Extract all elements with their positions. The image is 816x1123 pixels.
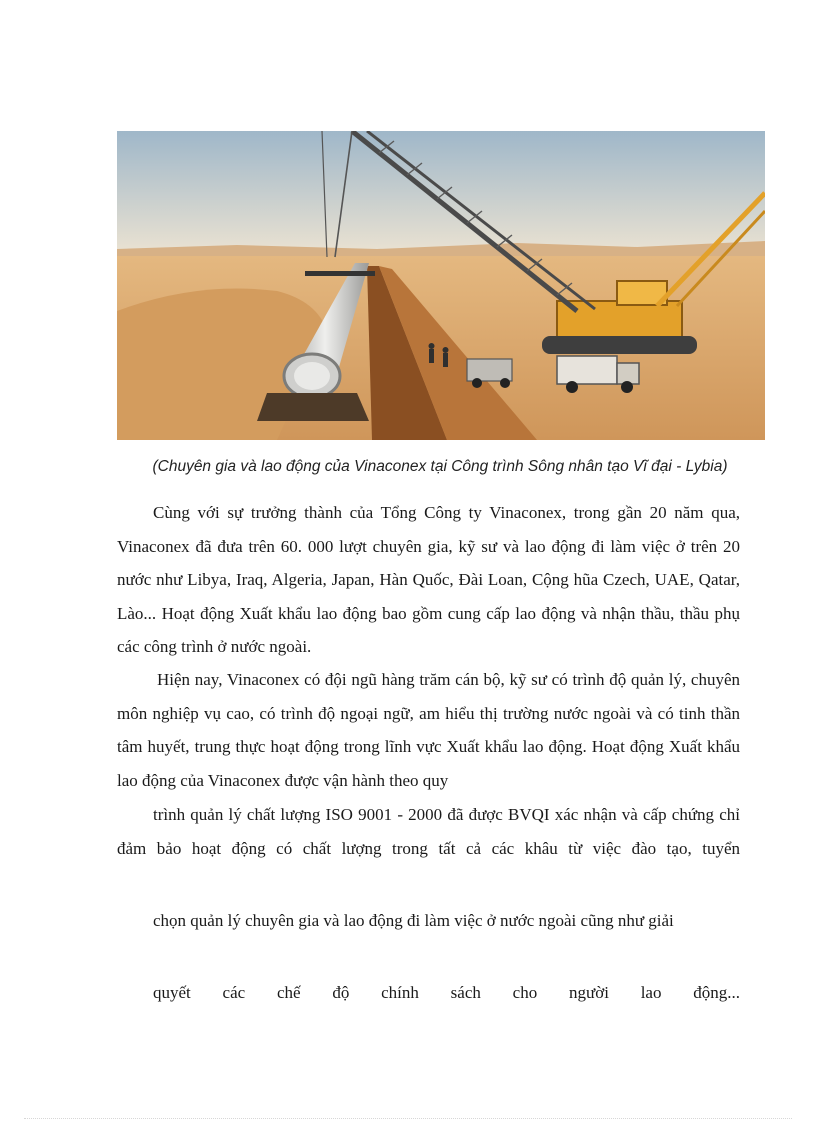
- crane-tracks: [542, 336, 697, 354]
- paragraph-1: Cùng với sự trưởng thành của Tổng Công ty Vinaconex, trong gần 20 năm qua, Vinaconex đã đưa trên 60. 000 lượt chuyên gia, kỹ sư và lao động đi làm việc ở trên 20 nước như Libya, Iraq, Algeria, Japan, Hàn Quốc, Đài Loan, Cộng hũa Czech, UAE, Qatar, Lào... Hoạt động Xuất khẩu lao động bao gồm cung cấp lao động và nhận thầu, thầu phụ các công trình ở nước ngoài.: [117, 503, 740, 656]
- paragraph-5: quyết các chế độ chính sách cho người lao động...: [153, 983, 740, 1002]
- pipe-opening: [294, 362, 330, 390]
- loader: [467, 359, 512, 381]
- photo-caption: (Chuyên gia và lao động của Vinaconex tại Công trình Sông nhân tạo Vĩ đại - Lybia): [152, 458, 728, 475]
- crane-cab: [557, 301, 682, 339]
- paragraph-4: [117, 904, 740, 938]
- photo-illustration: [117, 131, 765, 440]
- footer-divider: [24, 1118, 792, 1119]
- pipe-cradle: [257, 393, 369, 421]
- paragraph-3: [117, 798, 740, 865]
- spreader-bar: [305, 271, 375, 276]
- paragraph-2: Hiện nay, Vinaconex có đội ngũ hàng trăm cán bộ, kỹ sư có trình độ quản lý, chuyên môn nghiệp vụ cao, có trình độ ngoại ngữ, am hiểu thị trường nước ngoài và có tinh thần tâm huyết, trung thực hoạt động trong lĩnh vực Xuất khẩu lao động. Hoạt động Xuất khẩu lao động của Vinaconex được vận hành theo quy: [117, 670, 740, 790]
- pipeline-construction-photo: [117, 131, 765, 440]
- sky: [117, 131, 765, 256]
- truck: [557, 356, 617, 384]
- paragraph-3-text: trình quản lý chất lượng ISO 9001 - 2000 đã được BVQI xác nhận và cấp chứng chỉ đảm bảo hoạt động có chất lượng trong tất cả các khâu từ việc đào tạo, tuyển: [117, 805, 740, 858]
- paragraph-4-text: chọn quản lý chuyên gia và lao động đi làm việc ở nước ngoài cũng như giải: [153, 911, 674, 930]
